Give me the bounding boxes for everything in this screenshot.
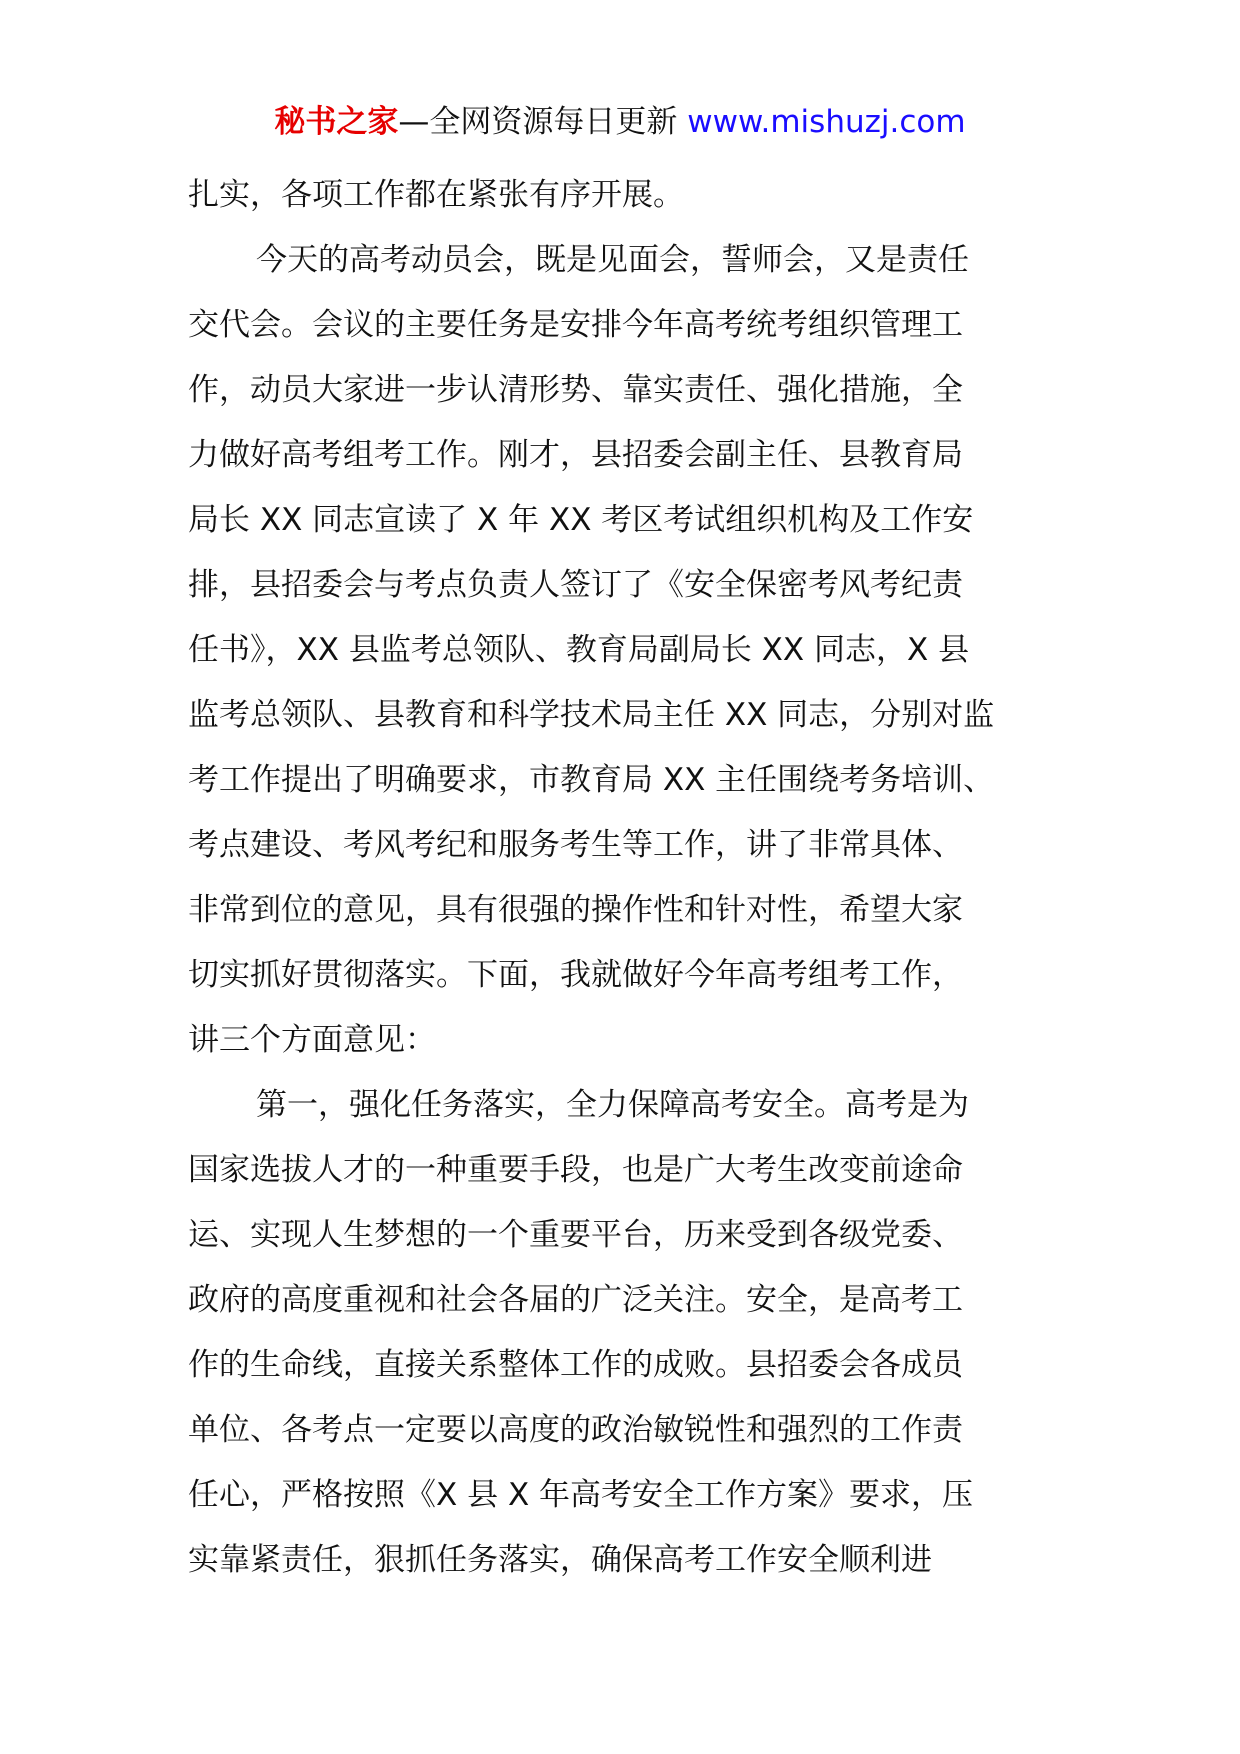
site-header [0,100,1240,144]
text-line: 切实抓好贯彻落实。下面，我就做好今年高考组考工作， [188,957,963,993]
text-line: 非常到位的意见，具有很强的操作性和针对性，希望大家 [188,892,963,928]
text-line: 监考总领队、县教育和科学技术局主任 XX 同志，分别对监 [188,697,995,733]
text-line: 局长 XX 同志宣读了 X 年 XX 考区考试组织机构及工作安 [188,502,974,538]
brand-name: 秘书之家 [274,104,399,140]
text-line: 国家选拔人才的一种重要手段，也是广大考生改变前途命 [188,1152,963,1188]
text-line: 力做好高考组考工作。刚才，县招委会副主任、县教育局 [188,437,963,473]
text-line: 政府的高度重视和社会各届的广泛关注。安全，是高考工 [188,1282,963,1318]
paragraph-start-line: 今天的高考动员会，既是见面会，誓师会，又是责任 [256,242,969,278]
text-line: 讲三个方面意见： [188,1022,436,1058]
text-line: 考点建设、考风考纪和服务考生等工作，讲了非常具体、 [188,827,963,863]
text-line: 扎实，各项工作都在紧张有序开展。 [188,177,684,213]
document-body [188,163,1063,1593]
header-tagline: —全网资源每日更新 [398,104,678,140]
paragraph-start-line: 第一，强化任务落实，全力保障高考安全。高考是为 [256,1087,969,1123]
site-url-link[interactable]: www.mishuzj.com [687,104,966,140]
text-line: 单位、各考点一定要以高度的政治敏锐性和强烈的工作责 [188,1412,963,1448]
text-line: 实靠紧责任，狠抓任务落实，确保高考工作安全顺利进 [188,1542,932,1578]
text-line: 考工作提出了明确要求，市教育局 XX 主任围绕考务培训、 [188,762,995,798]
text-line: 交代会。会议的主要任务是安排今年高考统考组织管理工 [188,307,963,343]
text-line: 作，动员大家进一步认清形势、靠实责任、强化措施，全 [188,372,963,408]
text-line: 作的生命线，直接关系整体工作的成败。县招委会各成员 [188,1347,963,1383]
text-line: 任心，严格按照《X 县 X 年高考安全工作方案》要求，压 [188,1477,974,1513]
text-line: 任书》，XX 县监考总领队、教育局副局长 XX 同志，X 县 [188,632,970,668]
text-line: 排，县招委会与考点负责人签订了《安全保密考风考纪责 [188,567,963,603]
text-line: 运、实现人生梦想的一个重要平台，历来受到各级党委、 [188,1217,963,1253]
